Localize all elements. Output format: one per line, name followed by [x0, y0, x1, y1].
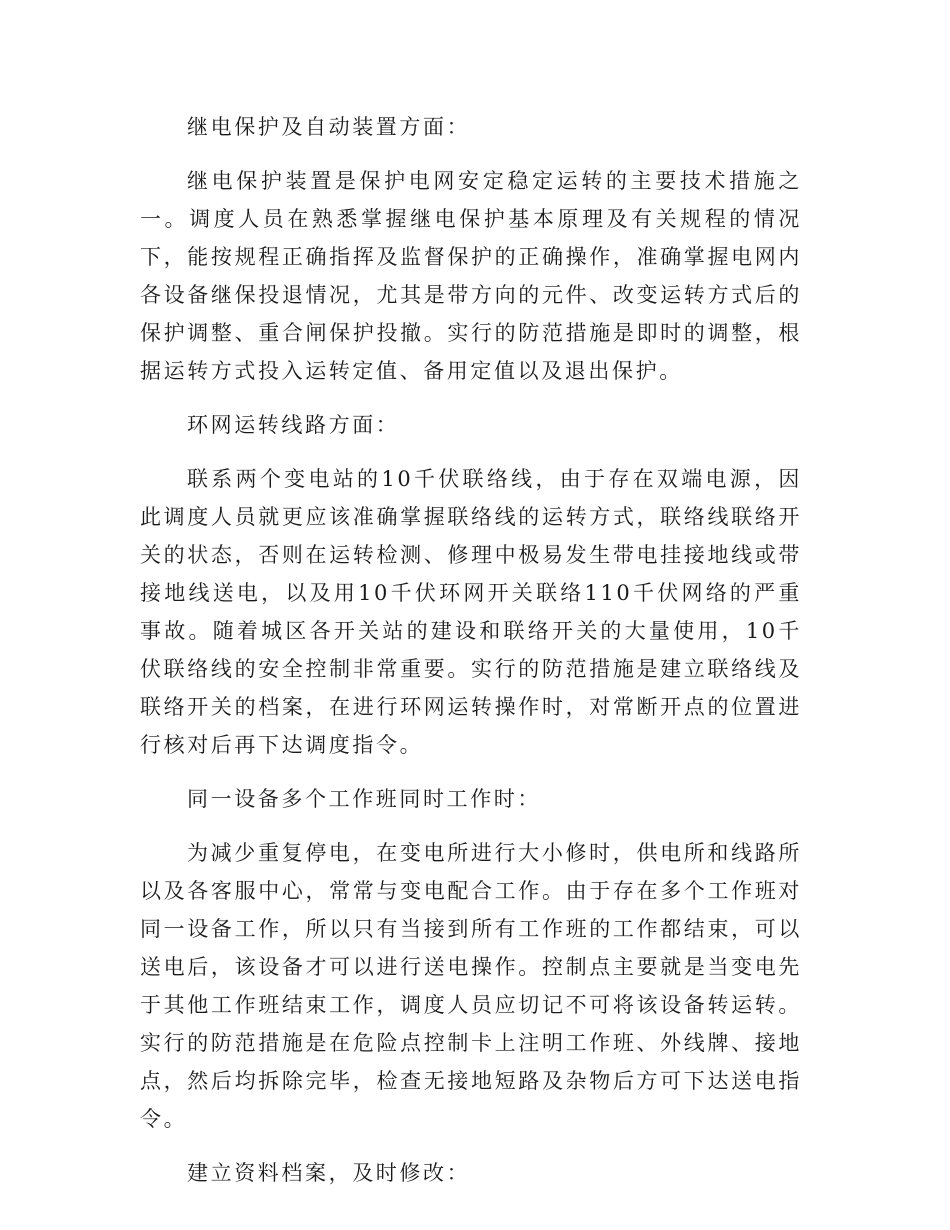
paragraph-multiple-work-teams: 为减少重复停电，在变电所进行大小修时，供电所和线路所以及各客服中心，常常与变电配合工作。由于存在多个工作班对同一设备工作，所以只有当接到所有工作班的工作都结束，可以送电后，该设备才可以进行送电操作。控制点主要就是当变电先于其他工作班结束工作，调度人员应切记不可将该设备转运转。实行的防范措施是在危险点控制卡上注明工作班、外线牌、接地点，然后均拆除完毕，检查无接地短路及杂物后方可下达送电指令。 [140, 841, 802, 1131]
section-heading-relay-protection: 继电保护及自动装置方面： [187, 115, 471, 139]
section-heading-records-archive: 建立资料档案，及时修改： [187, 1161, 471, 1185]
paragraph-relay-protection: 继电保护装置是保护电网安定稳定运转的主要技术措施之一。调度人员在熟悉掌握继电保护基本原理及有关规程的情况下，能按规程正确指挥及监督保护的正确操作，准确掌握电网内各设备继保投退情况，尤其是带方向的元件、改变运转方式后的保护调整、重合闸保护投撤。实行的防范措施是即时的调整，根据运转方式投入运转定值、备用定值以及退出保护。 [140, 169, 802, 383]
document-body [140, 108, 802, 1208]
section-heading-multiple-work-teams: 同一设备多个工作班同时工作时： [187, 787, 541, 811]
section-heading-ring-network: 环网运转线路方面： [187, 413, 400, 437]
paragraph-ring-network: 联系两个变电站的10千伏联络线，由于存在双端电源，因此调度人员就更应该准确掌握联络线的运转方式，联络线联络开关的状态，否则在运转检测、修理中极易发生带电挂接地线或带接地线送电，以及用10千伏环网开关联络110千伏网络的严重事故。随着城区各开关站的建设和联络开关的大量使用，10千伏联络线的安全控制非常重要。实行的防范措施是建立联络线及联络开关的档案，在进行环网运转操作时，对常断开点的位置进行核对后再下达调度指令。 [140, 467, 802, 757]
